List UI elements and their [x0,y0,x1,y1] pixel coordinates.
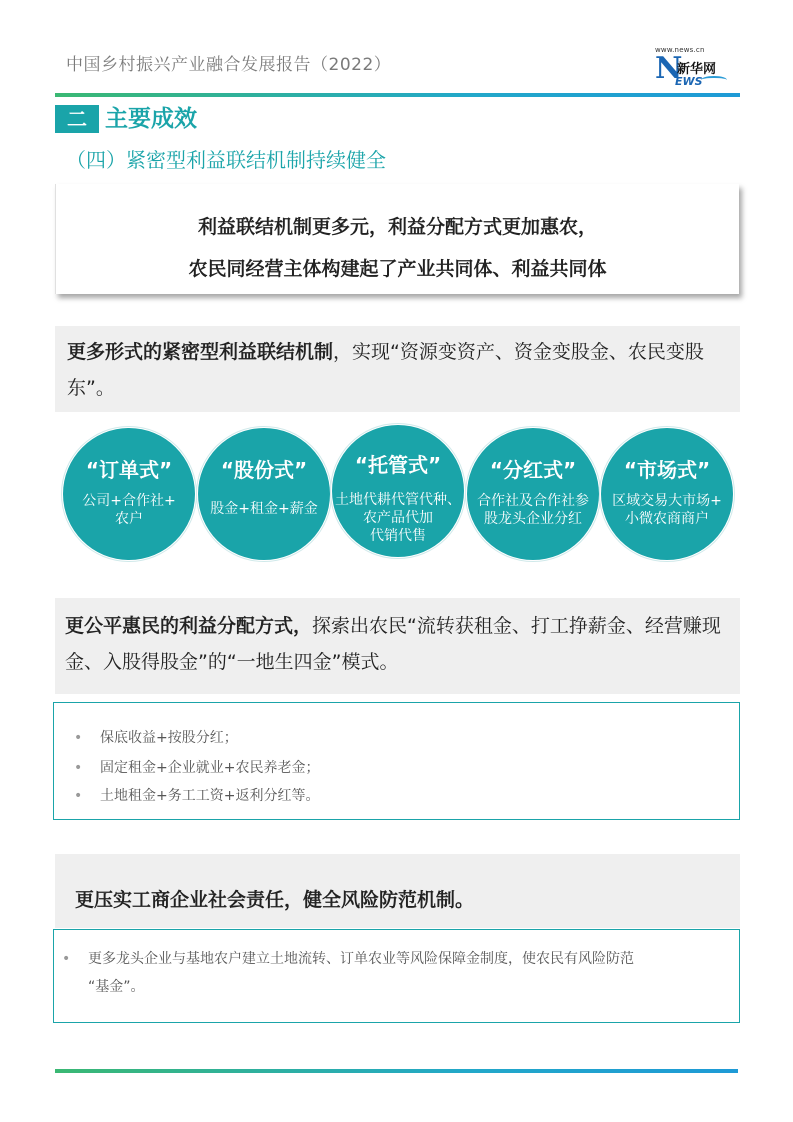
circle-dividend-mode [467,428,599,560]
mechanism-forms-rest: ，实现“资源变资产、资金变股金、农民变股东”。 [67,341,704,399]
circle-body-line: 合作社及合作社参 [477,493,589,509]
circle-share-mode [198,428,330,560]
circle-body-line: 公司+合作社+ [82,493,176,509]
header-divider [55,93,740,97]
distribution-band [55,598,740,694]
circle-body-line: 农户 [115,511,143,527]
circle-order-mode [63,428,195,560]
circle-body-line: 代销代售 [370,528,426,544]
responsibility-bold: 更压实工商企业社会责任，健全风险防范机制。 [75,889,475,911]
circle-title: “股份式” [220,458,308,482]
risk-list-box [53,929,740,1023]
list-item: • 保底收益+按股分红； [74,730,238,746]
list-item: • 更多龙头企业与基地农户建立土地流转、订单农业等风险保障金制度，使农民有风险防范 [62,951,634,967]
logo-ews-text: EWS [675,75,703,88]
summary-box [55,184,739,294]
subsection-title: （四）紧密型利益联结机制持续健全 [66,148,386,172]
circle-title: “托管式” [354,453,442,477]
circle-body-line: 土地代耕代管代种、 [335,492,461,508]
distribution-rest: 探索出农民“流转获租金、打工挣薪金、经营赚现金、入股得股金”的“一地生四金”模式。 [65,615,721,673]
circle-body-line: 区域交易大市场+ [612,493,722,509]
responsibility-band [55,854,740,928]
distribution-text [65,608,728,680]
section-title: 主要成效 [105,106,197,132]
responsibility-text [75,882,728,918]
summary-line-2: 农民同经营主体构建起了产业共同体、利益共同体 [188,258,607,280]
list-item: • 土地租金+务工工资+返利分红等。 [74,788,320,804]
logo-swoosh-icon [701,76,727,84]
circle-title: “市场式” [623,458,711,482]
logo-cn-text: 新华网 [677,62,717,77]
circle-trust-mode [332,425,464,557]
mechanism-forms-band [55,326,740,412]
circle-title: “订单式” [85,458,173,482]
distribution-bold: 更公平惠民的利益分配方式， [65,615,313,637]
circle-body-line: 农产品代加 [363,510,433,526]
circle-title: “分红式” [489,458,577,482]
section-number: 二 [55,105,99,133]
circle-market-mode [601,428,733,560]
footer-divider [55,1069,738,1073]
distribution-list-box [53,702,740,820]
report-title: 中国乡村振兴产业融合发展报告（2022） [66,55,392,75]
circle-body-line: 小微农商商户 [625,511,709,527]
circle-body-line: 股金+租金+薪金 [210,501,318,517]
list-item: • 固定租金+企业就业+农民养老金； [74,760,320,776]
list-item-continuation: “基金”。 [88,979,145,995]
summary-line-1: 利益联结机制更多元，利益分配方式更加惠农， [197,216,597,238]
circle-body-line: 股龙头企业分红 [484,511,582,527]
mechanism-forms-bold: 更多形式的紧密型利益联结机制 [67,341,334,363]
logo-letter: N [655,51,683,86]
mechanism-forms-text [67,334,728,406]
xinhua-logo [655,46,729,92]
logo-url-text: www.news.cn [655,46,705,54]
